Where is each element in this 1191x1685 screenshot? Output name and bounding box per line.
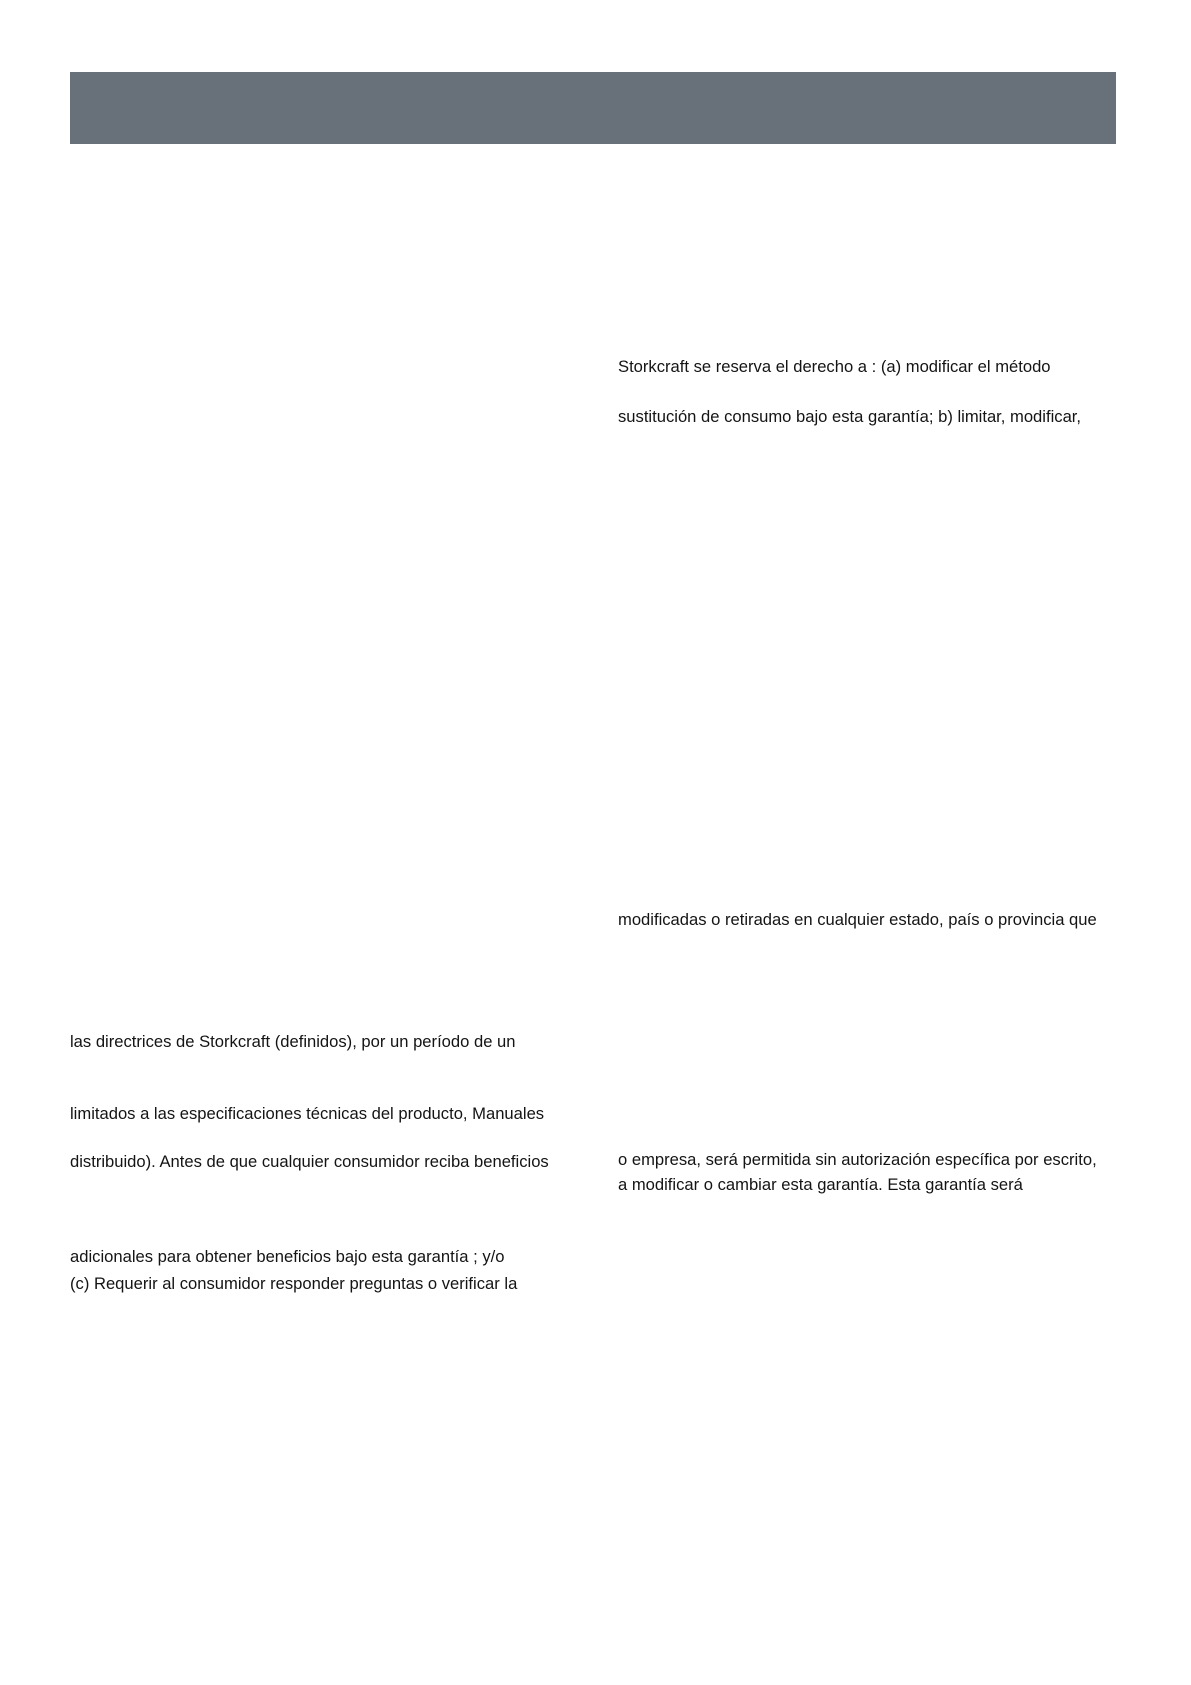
left-text-line: las directrices de Storkcraft (definidos), por un período de un: [70, 1032, 516, 1051]
left-text-line: distribuido). Antes de que cualquier consumidor reciba beneficios: [70, 1152, 549, 1171]
right-text-line: o empresa, será permitida sin autorización específica por escrito,: [618, 1150, 1097, 1169]
right-text-line: Storkcraft se reserva el derecho a : (a) modificar el método: [618, 357, 1051, 376]
left-text-line: (c) Requerir al consumidor responder preguntas o verificar la: [70, 1274, 518, 1293]
left-text-line: limitados a las especificaciones técnicas del producto, Manuales: [70, 1104, 545, 1123]
left-text-line: adicionales para obtener beneficios bajo esta garantía ; y/o: [70, 1247, 505, 1266]
header-bar: [70, 72, 1116, 144]
right-text-line: a modificar o cambiar esta garantía. Esta garantía será: [618, 1175, 1023, 1194]
right-text-line: sustitución de consumo bajo esta garantía; b) limitar, modificar,: [618, 407, 1082, 426]
right-text-line: modificadas o retiradas en cualquier estado, país o provincia que: [618, 910, 1097, 929]
